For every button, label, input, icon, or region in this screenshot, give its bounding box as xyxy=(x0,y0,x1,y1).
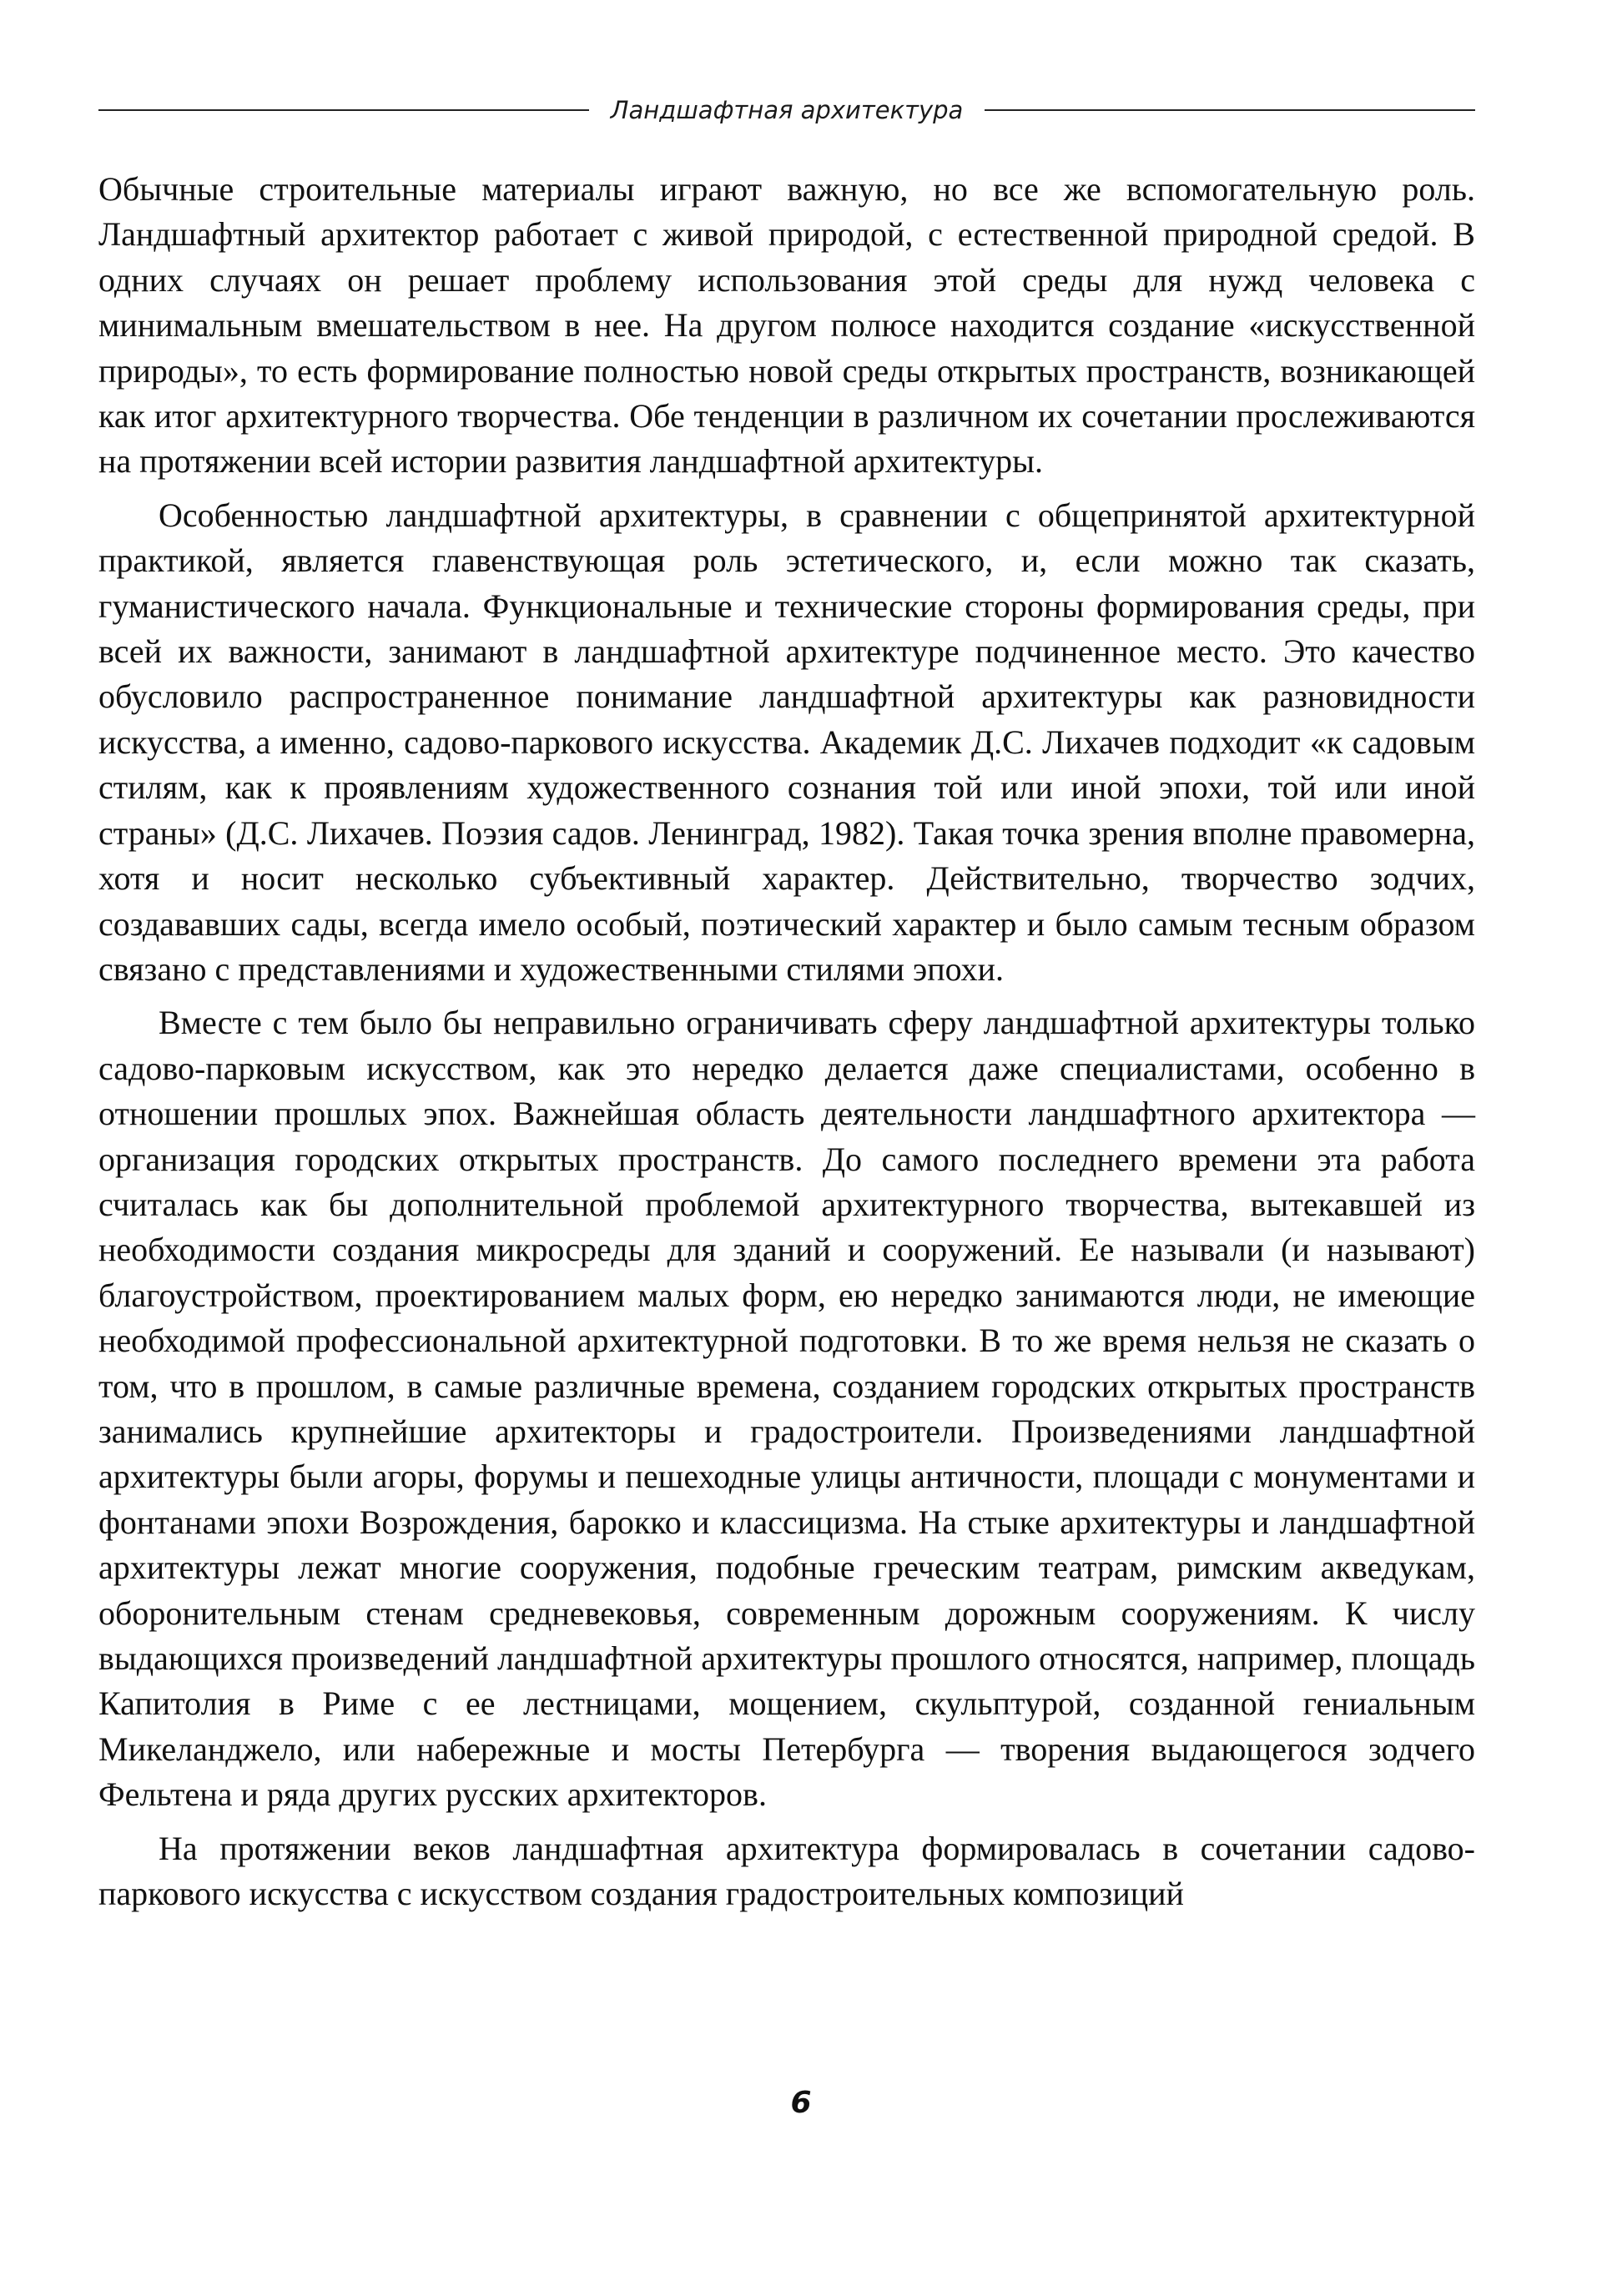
header-rule-left xyxy=(98,109,589,111)
paragraph-3: Вместе с тем было бы неправильно ограничивать сферу ландшафтной архитектуры только садово-парковым искусством, как это нередко делается даже специалистами, особенно в отношении прошлых эпох. Важнейшая область деятельности ландшафтного архитектора — организация городских открытых пространств. До самого последнего времени эта работа считалась как бы дополнительной проблемой архитектурного творчества, вытекавшей из необходимости создания микросреды для зданий и сооружений. Ее называли (и называют) благоустройством, проектированием малых форм, ею нередко занимаются люди, не имеющие необходимой профессиональной архитектурной подготовки. В то же время нельзя не сказать о том, что в прошлом, в самые различные времена, созданием городских открытых пространств занимались крупнейшие архитекторы и градостроители. Произведениями ландшафтной архитектуры были агоры, форумы и пешеходные улицы античности, площади с монументами и фонтанами эпохи Возрождения, барокко и классицизма. На стыке архитектуры и ландшафтной архитектуры лежат многие сооружения, подобные греческим театрам, римским акведукам, оборонительным стенам средневековья, современным дорожным сооружениям. К числу выдающихся произведений ландшафтной архитектуры прошлого относятся, например, площадь Капитолия в Риме с ее лестницами, мощением, скульптурой, созданной гениальным Микеланджело, или набережные и мосты Петербурга — творения выдающегося зодчего Фельтена и ряда других русских архитекторов. xyxy=(98,1004,1475,1814)
running-title: Ландшафтная архитектура xyxy=(610,96,964,124)
paragraph-1: Обычные строительные материалы играют важную, но все же вспомогательную роль. Ландшафтный архитектор работает с живой природой, с естественной природной средой. В одних случаях он решает проблему использования этой среды для нужд человека с минимальным вмешательством в нее. На другом полюсе находится создание «искусственной природы», то есть формирование полностью новой среды открытых пространств, возникающей как итог архитектурного творчества. Обе тенденции в различном их сочетании прослеживаются на протяжении всей истории развития ландшафтной архитектуры. xyxy=(98,170,1475,481)
page-number: 6 xyxy=(790,2086,812,2120)
paragraph-2: Особенностью ландшафтной архитектуры, в сравнении с общепринятой архитектурной практикой, является главенствующая роль эстетического, и, если можно так сказать, гуманистического начала. Функциональные и технические стороны формирования среды, при всей их важности, занимают в ландшафтной архитектуре подчиненное место. Это качество обусловило распространенное понимание ландшафтной архитектуры как разновидности искусства, а именно, садово-паркового искусства. Академик Д.С. Лихачев подходит «к садовым стилям, как к проявлениям художественного сознания той или иной эпохи, той или иной страны» (Д.С. Лихачев. Поэзия садов. Ленинград, 1982). Такая точка зрения вполне правомерна, хотя и носит несколько субъективный характер. Действительно, творчество зодчих, создававших сады, всегда имело особый, поэтический характер и было самым тесным образом связано с представлениями и художественными стилями эпохи. xyxy=(98,496,1475,988)
body-text xyxy=(98,167,1475,1925)
running-header xyxy=(98,93,1475,127)
paragraph-4: На протяжении веков ландшафтная архитектура формировалась в сочетании садово-паркового искусства с искусством создания градостроительных композиций xyxy=(98,1829,1475,1913)
header-rule-right xyxy=(985,109,1475,111)
